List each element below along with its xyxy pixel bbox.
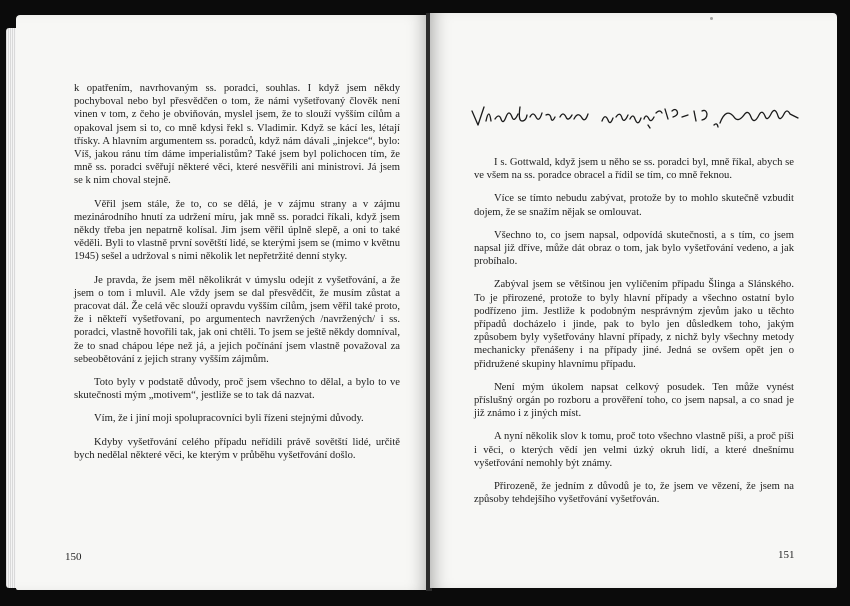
page-number-left: 150 — [65, 551, 82, 563]
paragraph: Vím, že i jiní moji spolupracovníci byli řízeni stejnými důvody. — [94, 413, 364, 425]
paragraph: Zabýval jsem se většinou jen vylíčením případu Šlinga a Slánského. To je přirozené, protože to byly hlavní případy a všechno ostatní bylo podřízeno jim. Jestliže k podobným nesprávným zjevům jako u těchto případů docházelo i jinde, pak to bylo jen důsledkem toho, jakým způsobem byly vyšetřovány hlavní případy, z nichž byly všechny metody mechanicky přenášeny i na případy jiné. Jedná se ovšem opět jen o přidružené skupiny hlavnímu případu. — [474, 279, 794, 370]
right-page — [430, 13, 837, 588]
paragraph: k opatřením, navrhovaným ss. poradci, souhlas. I když jsem někdy pochyboval nebo byl přesvědčen o tom, že námi vyšetřovaný člověk není vinen v tom, z čeho je obviňován, myslel jsem, že to slouží vyšším cílům a opakoval jsem si to, co mně kdysi řekl s. Vladimir. Když se kácí les, létají třísky. A hlavním argumentem ss. poradců, když nám dávali „injekce“, bylo: Víš, jakou ránu tím dáme imperialistům? Také jsem byl polichocen tím, že mně ss. poradci svěřují některé věci, které nesvěřili ani ministrovi. Já jsem se k nim choval stejně. — [74, 83, 400, 187]
paragraph: Všechno to, co jsem napsal, odpovídá skutečnosti, a s tím, co jsem napsal již dříve, může dát obraz o tom, jak bylo vyšetřování vedeno, a jak probíhalo. — [474, 229, 794, 268]
paragraph: Není mým úkolem napsat celkový posudek. Ten může vynést příslušný orgán po rozboru a prověření toho, co jsem napsal, a co snad je již známo i z jiných míst. — [474, 381, 794, 420]
ink-speck — [710, 17, 713, 20]
paragraph: Kdyby vyšetřování celého případu neřídili právě sovětští lidé, určitě bych nedělal některé věci, ke kterým v průběhu vyšetřování došlo. — [74, 436, 400, 461]
paragraph: Přirozeně, že jedním z důvodů je to, že jsem ve vězení, že jsem na způsoby tehdejšího vyšetřování vyšetřován. — [474, 481, 794, 506]
paragraph: Je pravda, že jsem měl několikrát v úmyslu odejít z vyšetřování, a že jsem o tom i mluvil. Ale vždy jsem se dal přesvědčit, že musím zůstat a pracovat dál. Že celá věc slouží opravdu vyšším cílům, jsem věřil také proto, že i někteří vyšetřovaní, po argumentech navržených /navržených/ i ss. poradci, vlastně hovořili tak, jak oni chtěli. To jsem se ještě někdy domníval, že to snad chápou lépe než já, a jejich počínání jsem vlastně považoval za sebeobětování z jejich strany vyšším zájmům. — [74, 274, 400, 365]
paragraph: Věřil jsem stále, že to, co se dělá, je v zájmu strany a v zájmu mezinárodního hnutí za udržení míru, jak mně ss. poradci říkali, když jsem někdy třeba jen nepatrně kolísal. Jim jsem věřil úplně slepě, a oni to také věděli. Byli to vlastně první sovětští lidé, se kterými jsem se (mimo v květnu 1945) sešel a udržoval s nimi několik let nepřetržité denní styky. — [74, 198, 400, 263]
left-page — [16, 15, 428, 590]
paragraph: A nyní několik slov k tomu, proč toto všechno vlastně píši, a proč píši i věci, o kterých vědí jen velmi úzký okruh lidí, a které dnešnímu vyšetřování nemohly být známy. — [474, 431, 794, 469]
handwritten-signature — [468, 99, 818, 139]
paragraph: Více se tímto nebudu zabývat, protože by to mohlo skutečně vzbudit dojem, že se snažím nějak se omlouvat. — [474, 193, 794, 218]
left-page-text — [74, 82, 400, 472]
signature-scribble — [468, 99, 818, 139]
paragraph: I s. Gottwald, když jsem u něho se ss. poradci byl, mně říkal, abych se ve všem na ss. poradce obracel a řídil se tím, co mně řeknou. — [474, 157, 794, 182]
paragraph: Toto byly v podstatě důvody, proč jsem všechno to dělal, a bylo to ve skutečnosti mým „motivem“, jestliže se to tak dá nazvat. — [74, 377, 400, 402]
right-page-text — [474, 156, 794, 516]
page-number-right: 151 — [778, 549, 795, 561]
